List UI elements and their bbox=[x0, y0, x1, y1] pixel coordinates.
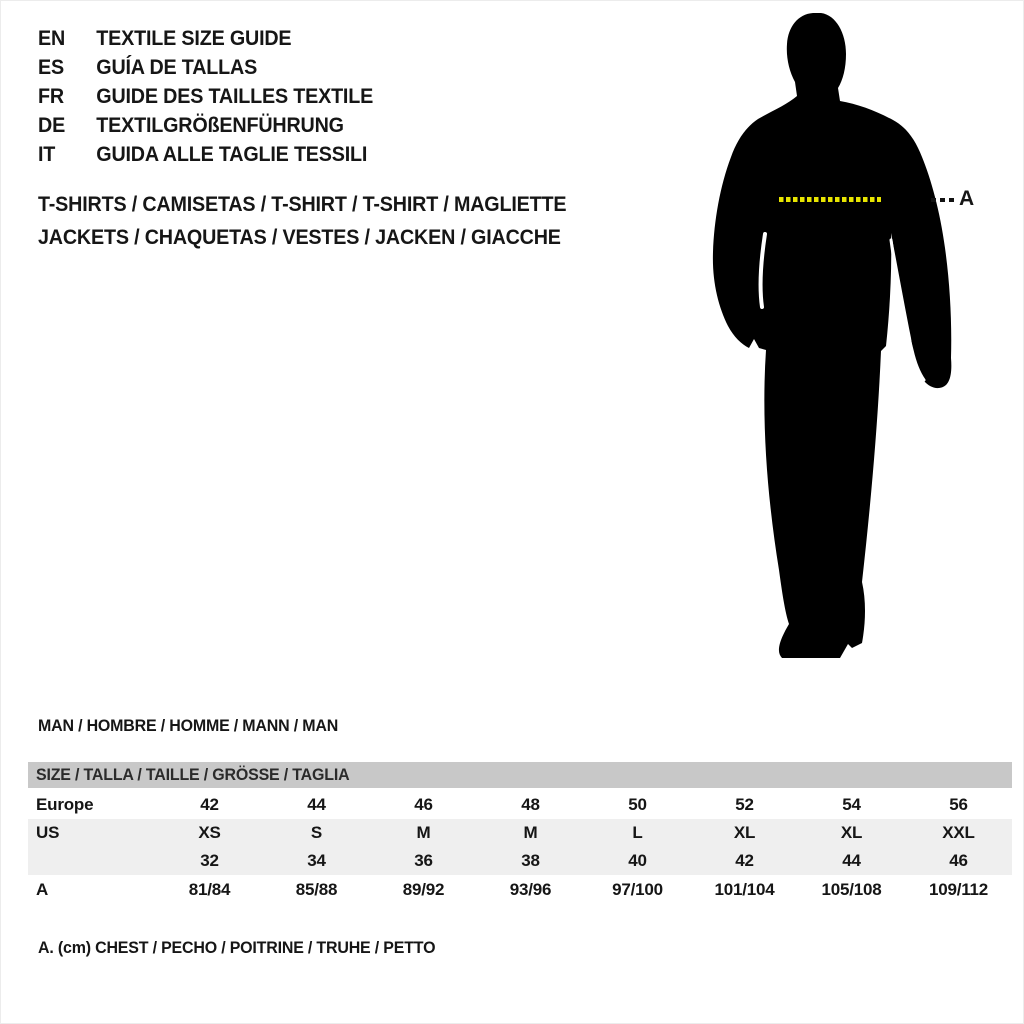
size-table-body bbox=[28, 791, 1012, 905]
size-cell: 81/84 bbox=[188, 880, 231, 899]
size-cell: 105/108 bbox=[821, 880, 882, 899]
language-code: EN bbox=[38, 27, 66, 50]
row-label bbox=[28, 847, 156, 875]
size-cell: 42 bbox=[200, 795, 219, 814]
size-cell: 40 bbox=[628, 851, 647, 870]
chest-measure-dotted-line bbox=[779, 197, 881, 202]
row-label: A bbox=[36, 880, 49, 899]
size-cell: 32 bbox=[200, 851, 219, 870]
row-label: US bbox=[36, 823, 60, 842]
size-table-header bbox=[28, 762, 1012, 788]
size-row-a bbox=[28, 875, 1012, 905]
size-cell: 56 bbox=[949, 795, 968, 814]
section-title: MAN / HOMBRE / HOMME / MANN / MAN bbox=[38, 716, 339, 735]
size-cell: 93/96 bbox=[509, 880, 552, 899]
size-cell: 101/104 bbox=[714, 880, 775, 899]
language-code: ES bbox=[38, 56, 64, 79]
chest-footnote: A. (cm) CHEST / PECHO / POITRINE / TRUHE / PETTO bbox=[38, 938, 436, 957]
language-code: IT bbox=[38, 143, 56, 166]
size-row-us bbox=[28, 819, 1012, 847]
size-cell: XS bbox=[198, 823, 221, 842]
size-cell: XL bbox=[733, 823, 756, 842]
size-row-europe bbox=[28, 791, 1012, 819]
row-label: Europe bbox=[36, 795, 94, 814]
category-tshirts: T-SHIRTS / CAMISETAS / T-SHIRT / T-SHIRT / MAGLIETTE bbox=[38, 193, 567, 216]
size-table bbox=[28, 762, 1012, 905]
size-row-numeric bbox=[28, 847, 1012, 875]
size-cell: M bbox=[523, 823, 538, 842]
language-title: TEXTILE SIZE GUIDE bbox=[96, 27, 292, 50]
size-cell: 85/88 bbox=[295, 880, 338, 899]
measure-label-a: A bbox=[959, 187, 975, 210]
language-code: FR bbox=[38, 85, 64, 108]
size-cell: 38 bbox=[521, 851, 540, 870]
language-title: GUÍA DE TALLAS bbox=[96, 56, 258, 79]
size-cell: L bbox=[632, 823, 643, 842]
size-cell: 36 bbox=[414, 851, 433, 870]
size-cell: XL bbox=[840, 823, 863, 842]
language-code: DE bbox=[38, 114, 66, 137]
measure-leader-dashes bbox=[931, 198, 955, 202]
size-cell: XXL bbox=[942, 823, 975, 842]
size-cell: 42 bbox=[735, 851, 754, 870]
size-cell: 109/112 bbox=[928, 880, 989, 899]
size-cell: S bbox=[310, 823, 323, 842]
language-title: GUIDE DES TAILLES TEXTILE bbox=[96, 85, 374, 108]
language-title: GUIDA ALLE TAGLIE TESSILI bbox=[96, 143, 368, 166]
size-table-header-label: SIZE / TALLA / TAILLE / GRÖSSE / TAGLIA bbox=[36, 765, 350, 784]
size-cell: 54 bbox=[842, 795, 861, 814]
size-cell: M bbox=[416, 823, 431, 842]
size-cell: 52 bbox=[735, 795, 754, 814]
size-cell: 97/100 bbox=[612, 880, 663, 899]
size-cell: 46 bbox=[949, 851, 968, 870]
size-cell: 44 bbox=[842, 851, 861, 870]
size-cell: 48 bbox=[521, 795, 540, 814]
category-jackets: JACKETS / CHAQUETAS / VESTES / JACKEN / GIACCHE bbox=[38, 226, 561, 249]
size-cell: 44 bbox=[307, 795, 326, 814]
size-cell: 50 bbox=[628, 795, 647, 814]
size-cell: 89/92 bbox=[402, 880, 445, 899]
size-cell: 34 bbox=[307, 851, 326, 870]
size-cell: 46 bbox=[414, 795, 433, 814]
language-title: TEXTILGRÖßENFÜHRUNG bbox=[96, 114, 344, 137]
